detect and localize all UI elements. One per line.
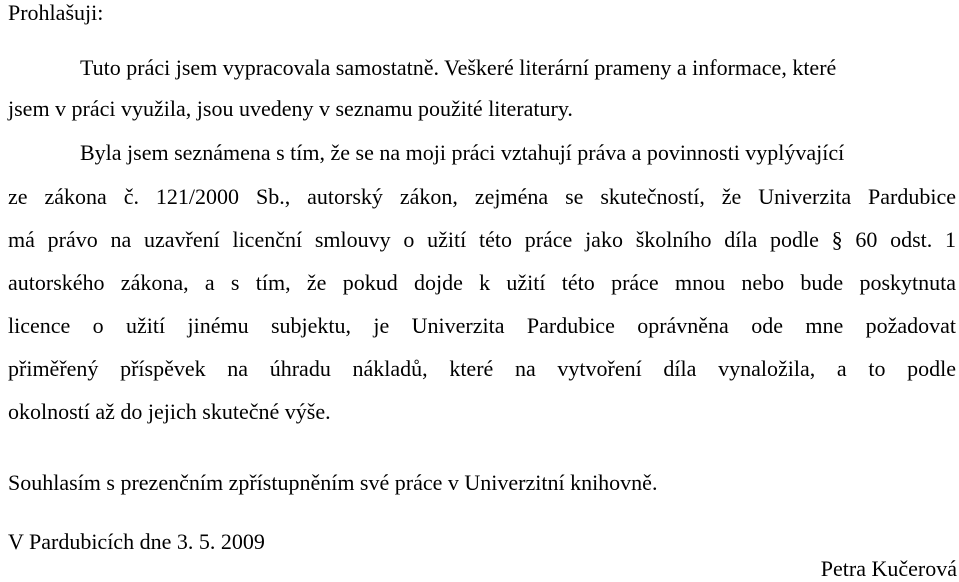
paragraph2-line3: má právo na uzavření licenční smlouvy o užití této práce jako školního díla podle § 60 odst. 1 [8, 227, 956, 252]
paragraph2-line2: ze zákona č. 121/2000 Sb., autorský zákon, zejména se skutečností, že Univerzita Pardubice [8, 184, 956, 209]
author-signature: Petra Kučerová [820, 556, 957, 581]
place-date: V Pardubicích dne 3. 5. 2009 [8, 529, 265, 554]
declaration-heading: Prohlašuji: [8, 0, 104, 25]
paragraph1-line2: jsem v práci využila, jsou uvedeny v seznamu použité literatury. [8, 96, 573, 121]
paragraph2-line4: autorského zákona, a s tím, že pokud dojde k užití této práce mnou nebo bude poskytnuta [8, 270, 956, 295]
consent-statement: Souhlasím s prezenčním zpřístupněním své práce v Univerzitní knihovně. [8, 470, 658, 495]
paragraph2-line5: licence o užití jinému subjektu, je Univerzita Pardubice oprávněna ode mne požadovat [8, 313, 956, 338]
paragraph2-line7: okolností až do jejich skutečné výše. [8, 399, 331, 424]
paragraph1-line1: Tuto práci jsem vypracovala samostatně. Veškeré literární prameny a informace, které [80, 55, 837, 80]
paragraph2-line6: přiměřený příspěvek na úhradu nákladů, které na vytvoření díla vynaložila, a to podle [8, 356, 956, 381]
paragraph2-line1: Byla jsem seznámena s tím, že se na moji práci vztahují práva a povinnosti vyplývající [80, 140, 845, 165]
